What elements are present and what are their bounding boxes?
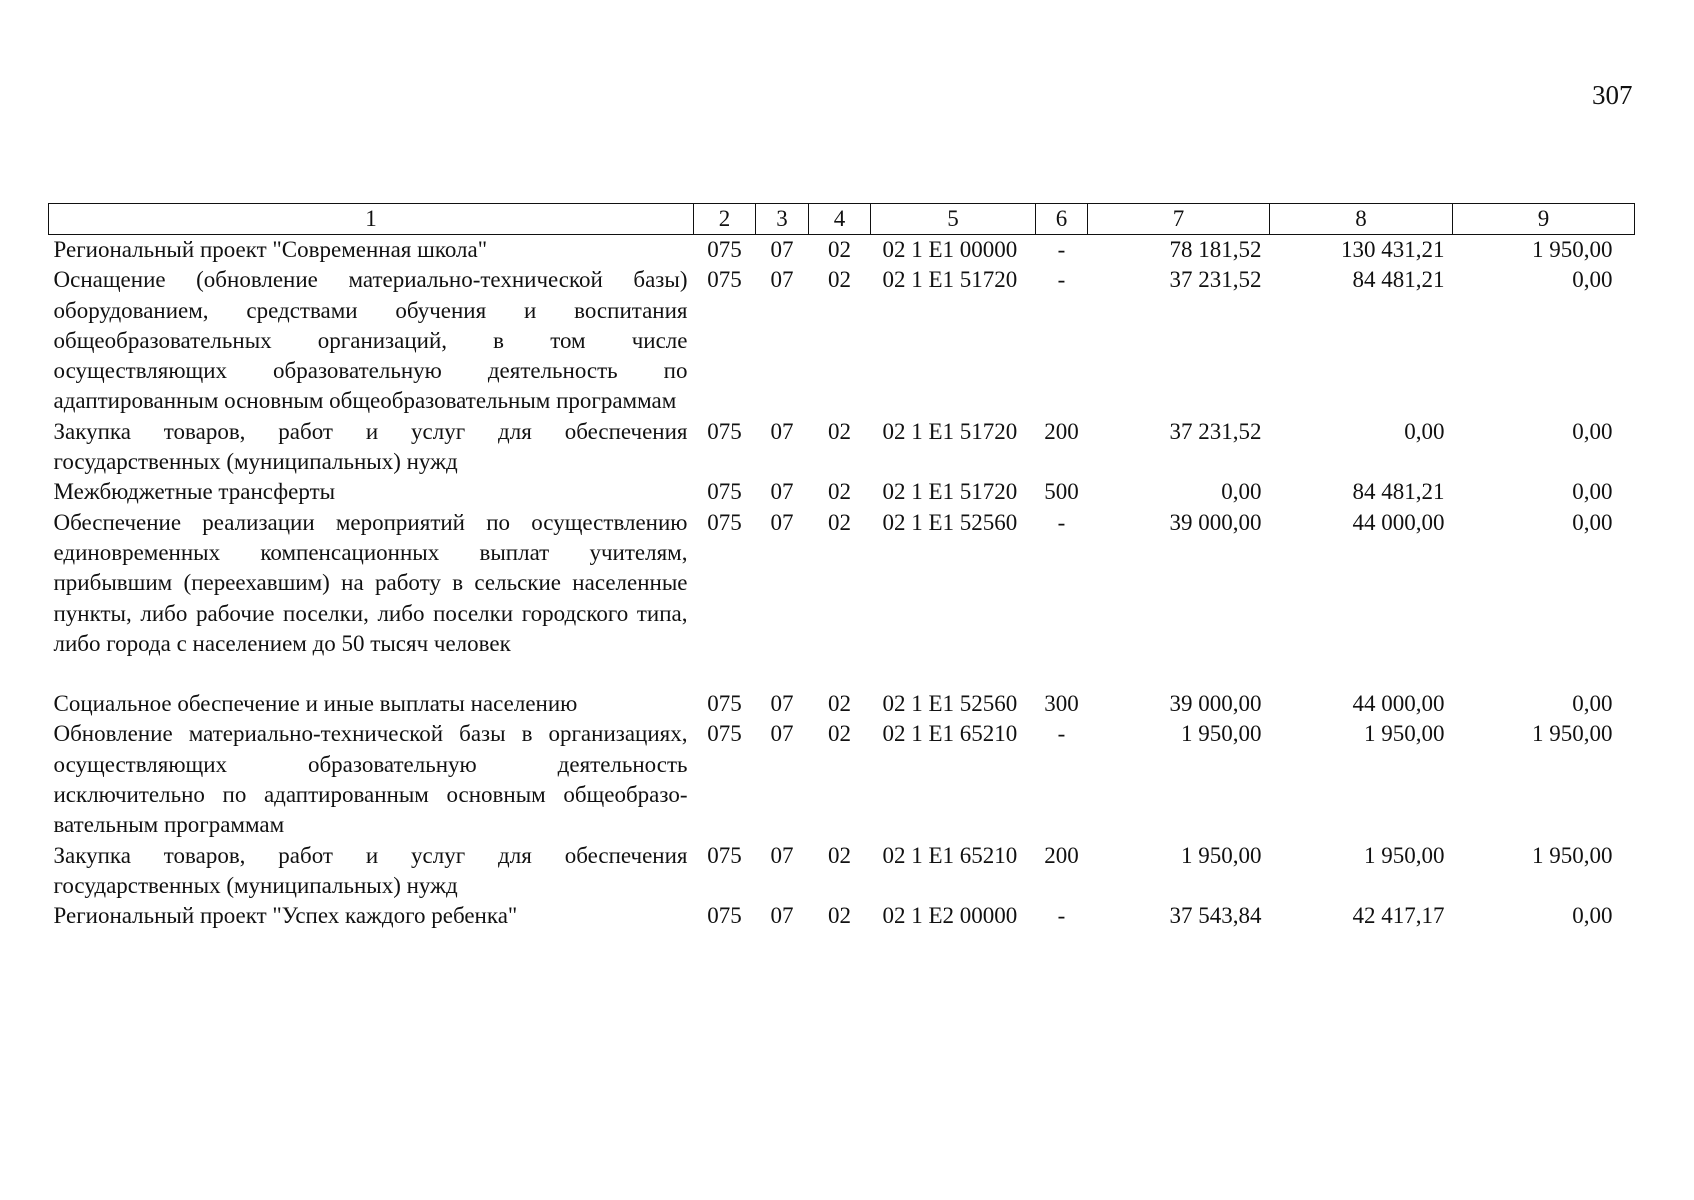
row-expense-type: - <box>1057 721 1066 747</box>
row-expense-type: 200 <box>1044 842 1079 868</box>
row-amount-col7: 1 950,00 <box>1181 721 1262 747</box>
column-header-6: 6 <box>1036 204 1088 235</box>
row-section-code: 07 <box>770 721 794 747</box>
row-amount-col9: 0,00 <box>1572 903 1613 929</box>
row-subsection-code: 02 <box>828 267 851 293</box>
row-amount-col8: 130 431,21 <box>1341 237 1445 262</box>
row-expense-type: - <box>1057 903 1066 929</box>
row-ministry-code: 075 <box>707 691 742 717</box>
row-amount-col9: 1 950,00 <box>1532 842 1613 868</box>
row-amount-col9: 0,00 <box>1572 479 1613 505</box>
table-row <box>49 235 1635 266</box>
row-ministry-code: 075 <box>707 842 742 868</box>
column-header-4: 4 <box>809 204 871 235</box>
table-row <box>49 719 1635 840</box>
table-row <box>49 901 1635 931</box>
row-name: Межбюджетные трансферты <box>53 479 336 505</box>
row-amount-col8: 0,00 <box>1404 418 1445 444</box>
row-amount-col9: 1 950,00 <box>1532 721 1613 747</box>
row-subsection-code: 02 <box>828 691 851 717</box>
row-amount-col7: 78 181,52 <box>1169 237 1262 262</box>
row-subsection-code: 02 <box>828 479 851 505</box>
row-target-article: 02 1 E1 51720 <box>882 267 1018 293</box>
table-row <box>49 508 1635 659</box>
row-name: Закупка товаров, работ и услуг для обеспечения государственных (муниципальных) нужд <box>53 418 688 475</box>
row-expense-type: - <box>1057 509 1066 535</box>
row-amount-col8: 1 950,00 <box>1364 721 1445 747</box>
column-header-8: 8 <box>1270 204 1453 235</box>
table-row <box>49 265 1635 416</box>
row-target-article: 02 1 E1 51720 <box>882 418 1018 444</box>
row-ministry-code: 075 <box>707 267 742 293</box>
table-row <box>49 689 1635 719</box>
row-name: Социальное обеспечение и иные выплаты населению <box>53 691 578 717</box>
row-ministry-code: 075 <box>707 418 742 444</box>
row-name: Оснащение (обновление материально-технической базы) оборудованием, средствами обучения и воспитания общеобразовательных организаций, в том числе осуществляющих образовательную деятельность по адаптированным основным общеобразовательным программам <box>53 267 688 414</box>
row-subsection-code: 02 <box>828 237 851 262</box>
row-name: Обновление материально-технической базы в организациях, осуществляющих образовательную деятельность исключительно по адаптированным основным общеобразо-вательным программам <box>53 721 688 838</box>
row-target-article: 02 1 E1 00000 <box>882 237 1018 262</box>
table-row <box>49 417 1635 478</box>
row-amount-col8: 1 950,00 <box>1364 842 1445 868</box>
row-amount-col8: 44 000,00 <box>1352 509 1445 535</box>
spacer-row <box>49 659 1635 689</box>
row-amount-col7: 37 231,52 <box>1169 418 1262 444</box>
row-expense-type: - <box>1057 267 1066 293</box>
row-name: Региональный проект "Современная школа" <box>53 237 488 262</box>
row-ministry-code: 075 <box>707 509 742 535</box>
page-number: 307 <box>1592 80 1633 110</box>
column-header-7: 7 <box>1088 204 1270 235</box>
row-section-code: 07 <box>770 267 794 293</box>
row-target-article: 02 1 E1 51720 <box>882 479 1018 505</box>
row-section-code: 07 <box>770 237 794 262</box>
row-amount-col7: 39 000,00 <box>1169 691 1262 717</box>
row-amount-col8: 84 481,21 <box>1352 267 1445 293</box>
row-expense-type: 500 <box>1044 479 1079 505</box>
row-amount-col7: 37 543,84 <box>1169 903 1262 929</box>
row-amount-col9: 0,00 <box>1572 418 1613 444</box>
header-row <box>49 204 1635 235</box>
row-amount-col7: 0,00 <box>1221 479 1262 505</box>
row-amount-col9: 0,00 <box>1572 509 1613 535</box>
row-subsection-code: 02 <box>828 721 851 747</box>
row-expense-type: 200 <box>1044 418 1079 444</box>
row-section-code: 07 <box>770 691 794 717</box>
row-target-article: 02 1 E1 65210 <box>882 721 1018 747</box>
row-amount-col8: 44 000,00 <box>1352 691 1445 717</box>
row-section-code: 07 <box>770 509 794 535</box>
column-header-2: 2 <box>694 204 756 235</box>
row-amount-col7: 37 231,52 <box>1169 267 1262 293</box>
row-ministry-code: 075 <box>707 721 742 747</box>
table-body <box>49 235 1635 932</box>
row-expense-type: - <box>1057 237 1066 262</box>
row-amount-col7: 39 000,00 <box>1169 509 1262 535</box>
row-target-article: 02 1 E1 52560 <box>882 509 1018 535</box>
row-name: Региональный проект "Успех каждого ребенка" <box>53 903 518 929</box>
row-amount-col8: 84 481,21 <box>1352 479 1445 505</box>
row-ministry-code: 075 <box>707 479 742 505</box>
row-amount-col9: 1 950,00 <box>1532 237 1613 262</box>
row-amount-col9: 0,00 <box>1572 691 1613 717</box>
row-subsection-code: 02 <box>828 903 851 929</box>
row-amount-col7: 1 950,00 <box>1181 842 1262 868</box>
row-subsection-code: 02 <box>828 509 851 535</box>
column-header-3: 3 <box>756 204 809 235</box>
row-section-code: 07 <box>770 479 794 505</box>
row-section-code: 07 <box>770 842 794 868</box>
spacer-cell <box>49 659 1635 689</box>
row-subsection-code: 02 <box>828 418 851 444</box>
table-row <box>49 841 1635 902</box>
table-row <box>49 477 1635 507</box>
row-expense-type: 300 <box>1044 691 1079 717</box>
row-ministry-code: 075 <box>707 903 742 929</box>
row-target-article: 02 1 E1 65210 <box>882 842 1018 868</box>
column-header-9: 9 <box>1453 204 1635 235</box>
column-header-1: 1 <box>49 204 694 235</box>
row-amount-col8: 42 417,17 <box>1352 903 1445 929</box>
row-target-article: 02 1 E1 52560 <box>882 691 1018 717</box>
row-section-code: 07 <box>770 903 794 929</box>
row-ministry-code: 075 <box>707 237 742 262</box>
row-target-article: 02 1 E2 00000 <box>882 903 1018 929</box>
column-header-5: 5 <box>871 204 1036 235</box>
row-name: Обеспечение реализации мероприятий по осуществлению единовременных компенсационных выплат учителям, прибывшим (переехавшим) на работу в сельские населенные пункты, либо рабочие поселки, либо поселки городского типа, либо города с населением до 50 тысяч человек <box>53 509 688 656</box>
row-section-code: 07 <box>770 418 794 444</box>
row-subsection-code: 02 <box>828 842 851 868</box>
table-header <box>49 204 1635 235</box>
row-name: Закупка товаров, работ и услуг для обеспечения государственных (муниципальных) нужд <box>53 842 688 898</box>
budget-table <box>48 203 1635 932</box>
row-amount-col9: 0,00 <box>1572 267 1613 293</box>
